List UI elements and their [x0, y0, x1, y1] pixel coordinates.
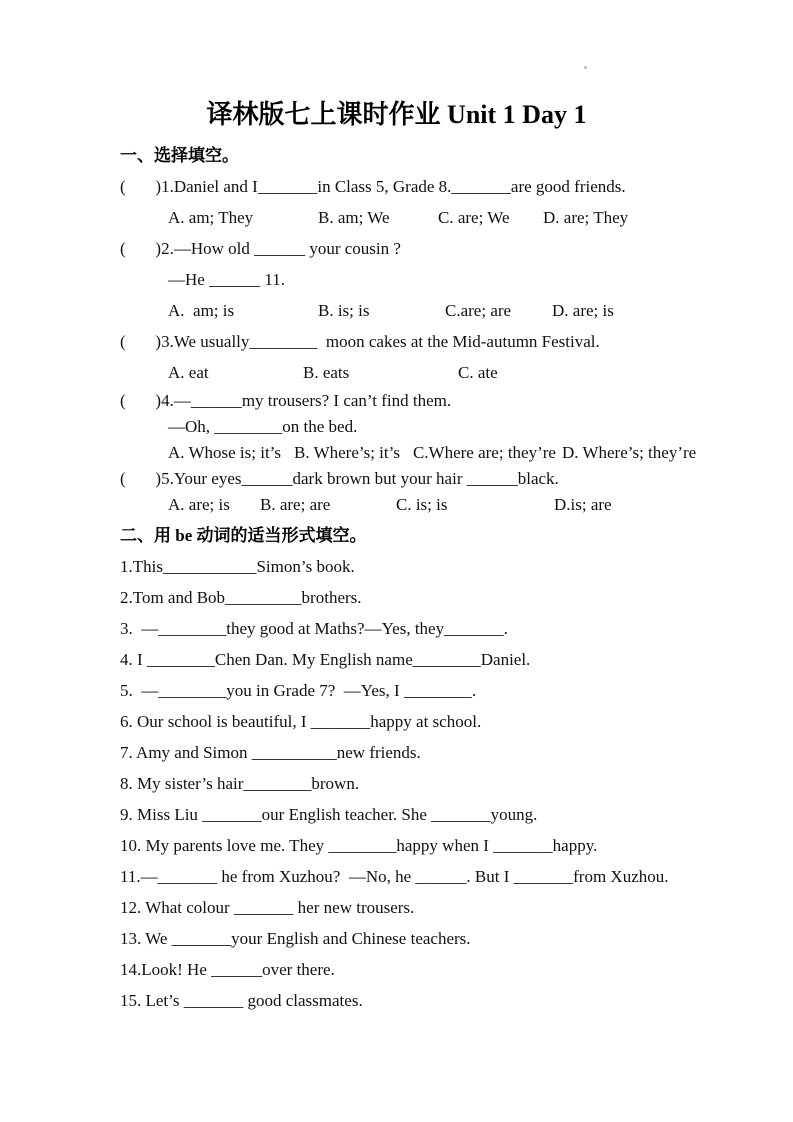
fill-item-11: 11.—_______ he from Xuzhou? —No, he ______. But I _______from Xuzhou. — [120, 867, 669, 886]
q2-option-c: C.are; are — [445, 301, 512, 320]
q2-options-row — [120, 295, 703, 326]
fill-item-7: 7. Amy and Simon __________new friends. — [120, 743, 421, 762]
q1-option-a: A. am; They — [168, 208, 254, 227]
worksheet-body — [0, 140, 793, 1016]
q4-stem: ( )4.—______my trousers? I can’t find them. — [120, 391, 452, 410]
q5-option-d: D.is; are — [554, 495, 612, 514]
q2-option-b: B. is; is — [318, 301, 370, 320]
fill-item-13: 13. We _______your English and Chinese teachers. — [120, 929, 471, 948]
fill-item-3: 3. —________they good at Maths?—Yes, they_______. — [120, 619, 508, 638]
q4-options-row — [120, 440, 703, 466]
section2-heading: 二、用 be 动词的适当形式填空。 — [120, 526, 367, 545]
fill-item-6: 6. Our school is beautiful, I _______happy at school. — [120, 712, 482, 731]
q4-option-a: A. Whose is; it’s — [168, 443, 282, 462]
section1-heading: 一、选择填空。 — [120, 146, 239, 165]
q5-option-c: C. is; is — [396, 495, 448, 514]
q1-options-row — [120, 202, 703, 233]
q1-stem: ( )1.Daniel and I_______in Class 5, Grade 8._______are good friends. — [120, 177, 626, 196]
fill-item-2: 2.Tom and Bob_________brothers. — [120, 588, 362, 607]
q5-option-a: A. are; is — [168, 495, 230, 514]
fill-item-5: 5. —________you in Grade 7? —Yes, I ________. — [120, 681, 477, 700]
fill-item-12: 12. What colour _______ her new trousers. — [120, 898, 415, 917]
q5-options-row — [120, 492, 703, 518]
q2-stem: ( )2.—How old ______ your cousin ? — [120, 239, 401, 258]
page-title: 译林版七上课时作业 Unit 1 Day 1 — [206, 100, 587, 129]
q4-reply: —Oh, ________on the bed. — [168, 417, 358, 436]
fill-item-1: 1.This___________Simon’s book. — [120, 557, 355, 576]
q4-option-d: D. Where’s; they’re — [561, 443, 697, 462]
q1-option-b: B. am; We — [318, 208, 390, 227]
fill-item-8: 8. My sister’s hair________brown. — [120, 774, 360, 793]
q3-options-row — [120, 357, 703, 388]
q1-option-c: C. are; We — [438, 208, 510, 227]
q2-option-d: D. are; is — [552, 301, 614, 320]
q3-option-c: C. ate — [458, 363, 498, 382]
q3-option-b: B. eats — [303, 363, 350, 382]
fill-item-15: 15. Let’s _______ good classmates. — [120, 991, 363, 1010]
fill-item-4: 4. I ________Chen Dan. My English name________Daniel. — [120, 650, 531, 669]
q5-option-b: B. are; are — [260, 495, 331, 514]
q4-option-b: B. Where’s; it’s — [294, 443, 400, 462]
q4-option-c: C.Where are; they’re — [412, 443, 556, 462]
q1-option-d: D. are; They — [543, 208, 629, 227]
fill-item-14: 14.Look! He ______over there. — [120, 960, 335, 979]
q2-reply: —He ______ 11. — [168, 270, 285, 289]
q3-stem: ( )3.We usually________ moon cakes at the Mid-autumn Festival. — [120, 332, 600, 351]
q5-stem: ( )5.Your eyes______dark brown but your hair ______black. — [120, 469, 559, 488]
fill-item-9: 9. Miss Liu _______our English teacher. She _______young. — [120, 805, 538, 824]
scan-artifact-dot — [584, 66, 587, 69]
q2-option-a: A. am; is — [168, 301, 235, 320]
fill-item-10: 10. My parents love me. They ________happy when I _______happy. — [120, 836, 598, 855]
q3-option-a: A. eat — [168, 363, 209, 382]
